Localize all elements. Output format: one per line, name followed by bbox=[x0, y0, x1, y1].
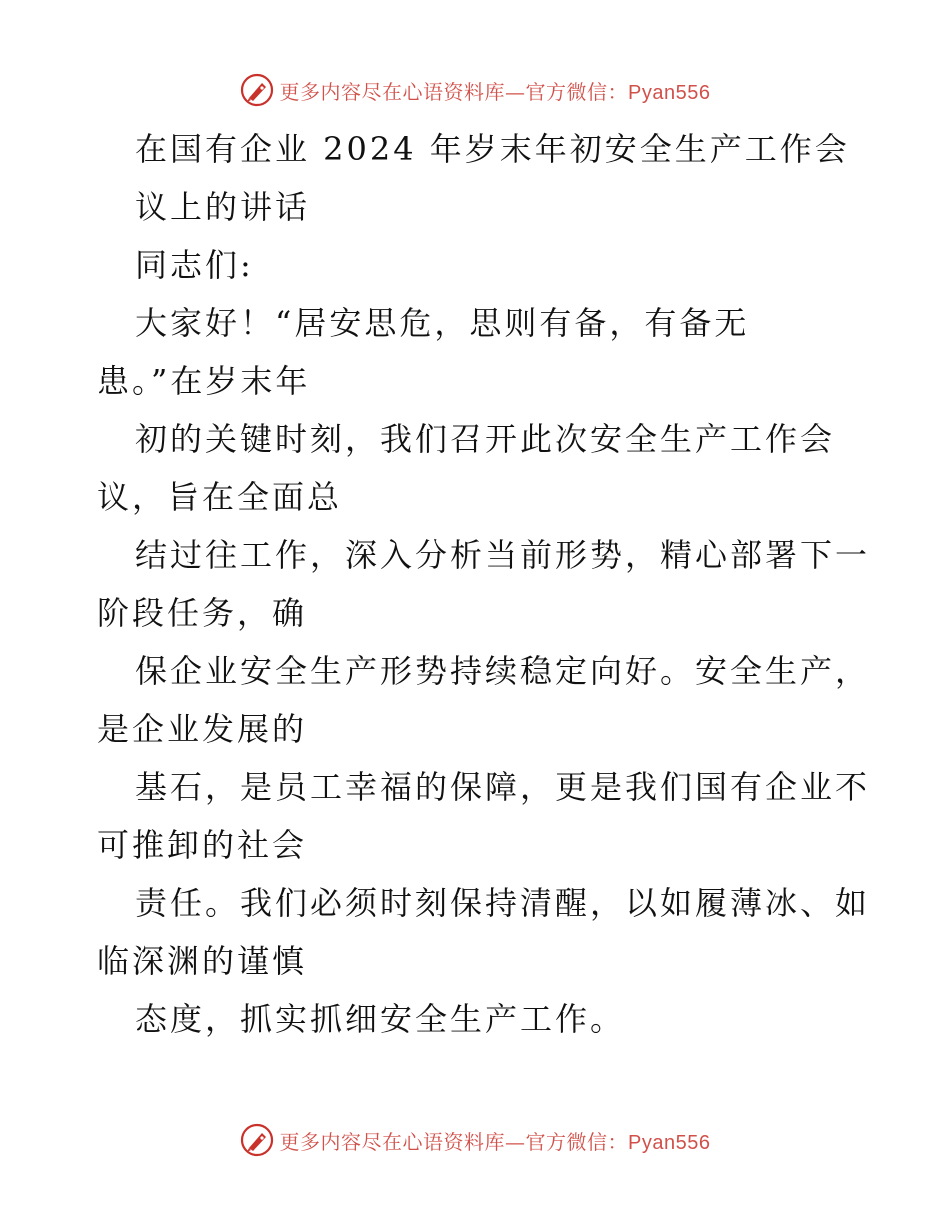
body-line: 患。”在岁末年 bbox=[97, 362, 311, 400]
body-line: 保企业安全生产形势持续稳定向好。安全生产， bbox=[135, 652, 871, 690]
watermark-banner-bottom bbox=[0, 1120, 950, 1160]
watermark-text bbox=[280, 76, 711, 105]
body-line: 基石，是员工幸福的保障，更是我们国有企业不 bbox=[135, 768, 871, 806]
body-line: 结过往工作，深入分析当前形势，精心部署下一 bbox=[135, 536, 871, 574]
watermark-main: 更多内容尽在心语资料库 bbox=[279, 79, 506, 104]
watermark-wechat-label: 官方微信： bbox=[525, 79, 629, 104]
watermark-banner-top bbox=[0, 70, 950, 110]
body-line: 大家好！“居安思危，思则有备，有备无 bbox=[135, 304, 750, 342]
watermark-wechat-label: 官方微信： bbox=[525, 1129, 629, 1154]
title-line-2: 议上的讲话 bbox=[135, 188, 311, 226]
body-line: 临深渊的谨慎 bbox=[97, 942, 308, 980]
watermark-wechat-id: Pyan556 bbox=[628, 81, 711, 104]
pen-nib-icon bbox=[240, 1123, 274, 1157]
watermark-dash: — bbox=[505, 79, 526, 104]
body-line: 是企业发展的 bbox=[97, 710, 308, 748]
body-lines bbox=[97, 236, 871, 1048]
body-line: 责任。我们必须时刻保持清醒，以如履薄冰、如 bbox=[135, 884, 871, 922]
body-line: 同志们: bbox=[135, 246, 254, 284]
title-line-1: 在国有企业 2024 年岁末年初安全生产工作会 bbox=[135, 130, 850, 168]
body-line: 阶段任务，确 bbox=[97, 594, 308, 632]
body-line: 初的关键时刻，我们召开此次安全生产工作会 bbox=[135, 420, 836, 458]
body-line: 可推卸的社会 bbox=[97, 826, 308, 864]
watermark-wechat-id: Pyan556 bbox=[628, 1131, 711, 1154]
watermark-text bbox=[280, 1126, 711, 1155]
watermark-dash: — bbox=[505, 1129, 526, 1154]
pen-nib-icon bbox=[240, 73, 274, 107]
body-line: 态度，抓实抓细安全生产工作。 bbox=[135, 1000, 626, 1038]
watermark-main: 更多内容尽在心语资料库 bbox=[279, 1129, 506, 1154]
body-line: 议，旨在全面总 bbox=[97, 478, 343, 516]
document-body bbox=[97, 120, 871, 1048]
